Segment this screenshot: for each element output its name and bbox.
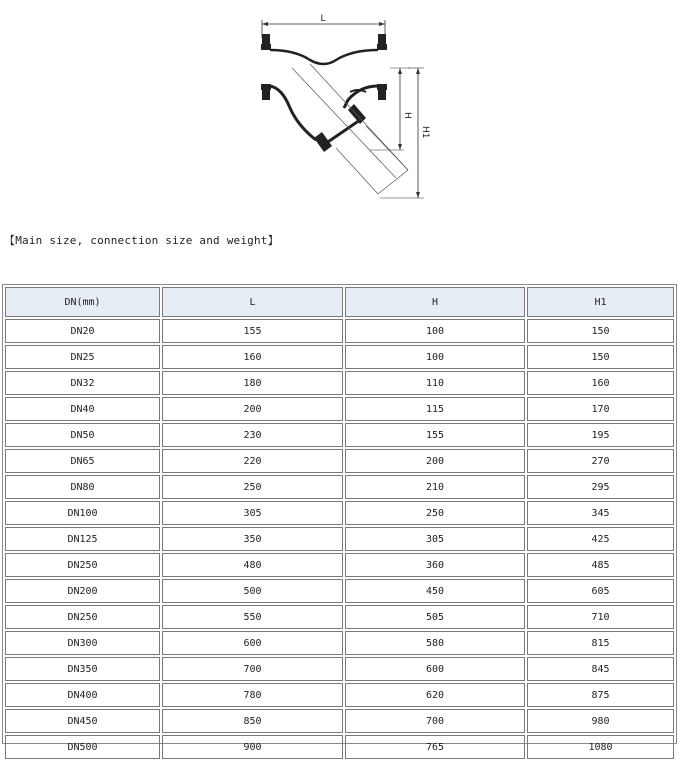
header-h1: H1 xyxy=(527,287,674,317)
cell-h1: 1080 xyxy=(527,735,674,759)
cell-l: 155 xyxy=(162,319,343,343)
cell-l: 500 xyxy=(162,579,343,603)
header-dn: DN(mm) xyxy=(5,287,160,317)
cell-l: 780 xyxy=(162,683,343,707)
cell-h: 360 xyxy=(345,553,525,577)
cell-dn: DN25 xyxy=(5,345,160,369)
cell-dn: DN250 xyxy=(5,605,160,629)
cell-h: 100 xyxy=(345,345,525,369)
cell-h1: 170 xyxy=(527,397,674,421)
cell-l: 180 xyxy=(162,371,343,395)
cell-dn: DN65 xyxy=(5,449,160,473)
cell-l: 850 xyxy=(162,709,343,733)
cell-h1: 270 xyxy=(527,449,674,473)
table-row xyxy=(5,475,674,499)
table-row xyxy=(5,345,674,369)
cell-l: 305 xyxy=(162,501,343,525)
table-row xyxy=(5,683,674,707)
cell-dn: DN400 xyxy=(5,683,160,707)
cell-h: 250 xyxy=(345,501,525,525)
table-row xyxy=(5,527,674,551)
header-h: H xyxy=(345,287,525,317)
table-row xyxy=(5,371,674,395)
cell-h1: 160 xyxy=(527,371,674,395)
cell-dn: DN200 xyxy=(5,579,160,603)
cell-h1: 815 xyxy=(527,631,674,655)
dimension-label-h1: H1 xyxy=(420,126,430,139)
table-row xyxy=(5,319,674,343)
y-strainer-diagram xyxy=(240,8,430,208)
table-header-row xyxy=(5,287,674,317)
cell-h: 115 xyxy=(345,397,525,421)
table-row xyxy=(5,501,674,525)
size-table xyxy=(3,285,676,761)
cell-h: 305 xyxy=(345,527,525,551)
cell-dn: DN300 xyxy=(5,631,160,655)
table-body xyxy=(5,319,674,759)
cell-h: 210 xyxy=(345,475,525,499)
cell-dn: DN40 xyxy=(5,397,160,421)
table-row xyxy=(5,735,674,759)
cell-h: 765 xyxy=(345,735,525,759)
cell-h: 110 xyxy=(345,371,525,395)
cell-h: 155 xyxy=(345,423,525,447)
cell-h1: 605 xyxy=(527,579,674,603)
cell-h1: 150 xyxy=(527,319,674,343)
cell-dn: DN20 xyxy=(5,319,160,343)
cell-h1: 295 xyxy=(527,475,674,499)
cell-dn: DN450 xyxy=(5,709,160,733)
cell-h1: 875 xyxy=(527,683,674,707)
table-row xyxy=(5,553,674,577)
cell-l: 200 xyxy=(162,397,343,421)
cell-h: 580 xyxy=(345,631,525,655)
header-l: L xyxy=(162,287,343,317)
cell-l: 900 xyxy=(162,735,343,759)
cell-l: 600 xyxy=(162,631,343,655)
cell-h1: 150 xyxy=(527,345,674,369)
cell-h: 200 xyxy=(345,449,525,473)
cell-l: 250 xyxy=(162,475,343,499)
dimension-label-h: H xyxy=(402,112,412,119)
size-table-container xyxy=(2,284,677,753)
cell-h1: 195 xyxy=(527,423,674,447)
table-row xyxy=(5,657,674,681)
table-row xyxy=(5,423,674,447)
table-row xyxy=(5,579,674,603)
cell-l: 700 xyxy=(162,657,343,681)
cell-h1: 845 xyxy=(527,657,674,681)
cell-h1: 345 xyxy=(527,501,674,525)
cell-l: 550 xyxy=(162,605,343,629)
y-strainer-drawing xyxy=(240,8,430,208)
cell-dn: DN125 xyxy=(5,527,160,551)
cell-h: 700 xyxy=(345,709,525,733)
cell-dn: DN50 xyxy=(5,423,160,447)
cell-h1: 485 xyxy=(527,553,674,577)
table-row xyxy=(5,449,674,473)
cell-dn: DN80 xyxy=(5,475,160,499)
dimension-label-l: L xyxy=(320,14,326,24)
section-caption: 【Main size, connection size and weight】 xyxy=(4,234,279,247)
cell-h1: 710 xyxy=(527,605,674,629)
table-row xyxy=(5,709,674,733)
table-row xyxy=(5,605,674,629)
cell-h: 620 xyxy=(345,683,525,707)
table-row xyxy=(5,397,674,421)
cell-h: 505 xyxy=(345,605,525,629)
cell-l: 480 xyxy=(162,553,343,577)
cell-l: 350 xyxy=(162,527,343,551)
cell-dn: DN100 xyxy=(5,501,160,525)
cell-dn: DN250 xyxy=(5,553,160,577)
cell-h: 100 xyxy=(345,319,525,343)
cell-dn: DN500 xyxy=(5,735,160,759)
cell-dn: DN32 xyxy=(5,371,160,395)
cell-h1: 425 xyxy=(527,527,674,551)
cell-h: 450 xyxy=(345,579,525,603)
cell-l: 230 xyxy=(162,423,343,447)
cell-l: 160 xyxy=(162,345,343,369)
cell-h: 600 xyxy=(345,657,525,681)
cell-l: 220 xyxy=(162,449,343,473)
cell-dn: DN350 xyxy=(5,657,160,681)
cell-h1: 980 xyxy=(527,709,674,733)
table-row xyxy=(5,631,674,655)
